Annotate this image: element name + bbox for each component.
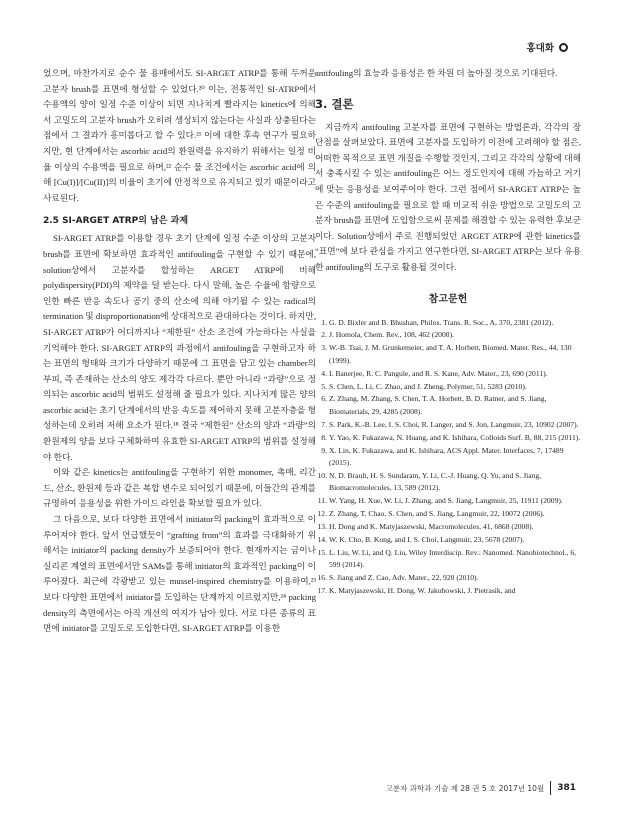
section-heading: 3. 결론 [315,96,354,111]
reference-text: W. K. Cho, B. Kong, and I. S. Choi, Langmuir, 23, 5678 (2007). [329,534,525,544]
reference-text: W.-B. Tsai, J. M. Grunkemeier, and T. A. Horbett, Biomed. Mater. Res., 44, 130 (1999). [329,343,572,365]
conclusion-paragraph: 지금까지 antifouling 고분자를 표면에 구현하는 방법론과, 각각의 장단점을 살펴보았다. 표면에 고분자를 도입하기 이전에 고려해야 할 점은, 어떠한 목적으로 표면 개질을 수행할 것인지, 그리고 각각의 상황에 대해서 충족시킬 수 있는 antifouling은 어느 정도인지에 대해 가늠하고 거기에 맞는 응용성을 보여주어야 한다. 그런 점에서 SI-ARGET ATRP는 높은 수준의 antifouling을 필요로 할 때 비교적 쉬운 방법으로 고밀도의 고분자 brush를 표면에 도입함으로써 문제를 해결할 수 있는 유력한 후보군이다. Solution상에서 주로 진행되었던 ARGET ATRP에 관한 kinetics를 “표면”에 보다 관심을 가지고 연구한다면, SI-ARGET ATRP는 보다 유용한 antifouling의 도구로 활용될 것이다. [315,121,581,272]
reference-number: 14. [317,534,327,544]
reference-number: 1. [321,317,327,327]
reference-text: L. Liu, W. Li, and Q. Liu, Wiley Interdiscip. Rev.: Nanomed. Nanobiotechnol., 6, 599 (2014). [329,547,577,570]
footer-divider [550,781,551,795]
subsection-paragraph-3: 그 다음으로, 보다 다양한 표면에서 initiator의 packing이 효과적으로 이루어져야 한다. 앞서 언급했듯이 “grafting from”의 효과를 극대화하기 위해서는 initiator의 packing density가 보증되어야 한다. 현재까지는 금이나 실리콘 계열의 표면에서만 SAMs를 통해 initiator의 효과적인 packing이 이루어졌다. 최근에 각광받고 있는 mussel-inspired chemistry를 이용하여,²³ 보다 다양한 표면에서 initiator를 도입하는 단계까지 이르렀지만,²⁴ packing density의 측면에서는 아직 개선의 여지가 남아 있다. 서로 다른 종류의 표면에 initiator를 고밀도로 도입한다면, SI-ARGET ATRP를 이용한 [43,514,316,634]
references-list [315,317,581,598]
reference-item [315,585,581,597]
reference-text: I. Banerjee, R. C. Pangule, and R. S. Kane, Adv. Mater., 23, 690 (2011). [329,368,548,378]
intro-paragraph: 었으며, 마찬가지로 순수 물 용매에서도 SI-ARGET ATRP를 통해 두꺼운 고분자 brush를 표면에 형성할 수 있었다.²⁰ 이는, 전통적인 SI-ATRP에서 수용액의 양이 일정 수준 이상이 되면 지나치게 빨라지는 kinetics에 의해서 고밀도의 고분자 brush가 오히려 생성되지 않는다는 사실과 상충된다는 점에서 그 결과가 흥미롭다고 할 수 있다.²¹ 이에 대한 후속 연구가 필요하지만, 현 단계에서는 ascorbic acid의 환원력을 유지하기 위해서는 일정 비율 이상의 수용액을 필요로 하며,²² 순수 물 조건에서는 ascorbic acid에 의해 [Cu(I)]/[Cu(II)]의 비율이 초기에 안정적으로 유지되고 있기 때문이라고 사료된다. [43,68,316,203]
subsection-heading: 2.5 SI-ARGET ATRP의 남은 과제 [43,216,189,227]
reference-number: 15. [317,547,327,557]
continued-paragraph: antifouling의 효능과 응용성은 한 차원 더 높아질 것으로 기대된다. [315,68,558,78]
reference-number: 6. [321,394,327,404]
subsection-paragraph-2: 이와 같은 kinetics는 antifouling을 구현하기 위한 monomer, 촉매, 리간드, 산소, 환원제 등과 같은 복합 변수로 되어있기 때문에, 이들간의 관계를 규명하여 응용성을 위한 가이드 라인을 확보할 필요가 있다. [43,467,316,509]
running-header [526,40,568,54]
reference-item [315,495,581,507]
left-column [43,66,316,637]
reference-text: X. Lin, K. Fukazawa, and K. Ishihara, ACS Appl. Mater. Interfaces, 7, 17489 (2015). [329,445,564,467]
header-author: 홍대화 [526,43,554,54]
reference-text: S. Jiang and Z. Cao, Adv. Mater., 22, 920 (2010). [329,573,479,583]
reference-item [315,317,581,329]
reference-text: S. Chen, L. Li, C. Zhao, and J. Zheng, Polymer, 51, 5283 (2010). [329,381,527,391]
reference-text: S. Park, K.-B. Lee, I. S. Choi, R. Langer, and S. Jon, Langmuir, 23, 10902 (2007). [329,419,579,429]
reference-number: 10. [317,470,327,480]
reference-text: G. D. Bixler and B. Bhushan, Philos. Trans. R. Soc., A, 370, 2381 (2012). [329,317,554,327]
page-number: 381 [557,783,576,793]
reference-number: 3. [321,343,327,353]
references-heading: 참고문헌 [428,293,468,305]
reference-number: 2. [321,330,327,340]
reference-number: 7. [321,419,327,429]
reference-item [315,381,581,393]
reference-number: 17. [317,586,327,596]
reference-text: Z. Zhang, M. Zhang, S. Chen, T. A. Horbett, B. D. Ratner, and S. Jiang, Biomaterials, 29, 4285 (2008). [329,394,547,416]
reference-number: 11. [317,496,327,506]
reference-number: 9. [321,445,327,455]
reference-item [315,368,581,380]
reference-number: 12. [317,509,327,519]
reference-item [315,342,581,367]
footer-journal: 고분자 과학과 기술 제 28 권 5 호 2017년 10월 [385,783,545,793]
reference-text: Z. Zhang, T. Chao, S. Chen, and S. Jiang, Langmuir, 22, 10072 (2006). [329,509,545,519]
reference-item [315,393,581,418]
reference-item [315,534,581,546]
circle-icon [559,43,568,52]
reference-item [315,470,581,495]
reference-number: 8. [321,432,327,442]
reference-number: 16. [317,573,327,583]
reference-item [315,508,581,520]
reference-text: N. D. Brault, H. S. Sundaram, Y. Li, C.-J. Huang, Q. Yu, and S. Jiang, Biomacromolecules, 13, 589 (2012). [329,470,542,493]
reference-text: W. Yang, H. Xue, W. Li, J. Zhang, and S. Jiang, Langmuir, 25, 11911 (2009). [329,496,563,506]
reference-number: 4. [321,368,327,378]
reference-number: 5. [321,381,327,391]
reference-item [315,521,581,533]
reference-text: K. Matyjaszewski, H. Dong, W. Jakubowski, J. Pietrasik, and [329,586,516,596]
reference-item [315,547,581,572]
right-column [315,66,581,598]
reference-item [315,572,581,584]
page-footer [386,781,576,795]
reference-item [315,329,581,341]
reference-number: 13. [317,522,327,532]
reference-text: H. Dong and K. Matyjaszewski, Macromolecules, 41, 6868 (2008). [329,522,534,532]
reference-item [315,445,581,470]
reference-text: Y. Yao, K. Fukazawa, N. Huang, and K. Ishihara, Colloids Surf. B, 88, 215 (2011). [329,432,581,442]
reference-item [315,432,581,444]
reference-text: J. Homola, Chem. Rev., 108, 462 (2008). [329,330,455,340]
reference-item [315,419,581,431]
subsection-paragraph-1: SI-ARGET ATRP를 이용할 경우 초기 단계에 일정 수준 이상의 고분자 brush를 표면에 확보하면 효과적인 antifouling을 구현할 수 있기 때문에, solution상에서 고분자를 합성하는 ARGET ATRP에 비해 polydispersity(PDI)의 제약을 덜 받는다. 다시 말해, 높은 수율에 함량으로 인한 빠른 반응 속도나 공기 중의 산소에 의해 야기될 수 있는 radical의 termination 및 disproportionation에 상대적으로 관대하다는 것이다. 하지만, SI-ARGET ATRP가 어디까지나 “제한된” 산소 조건에 가능하다는 사실을 기억해야 한다. SI-ARGET ATRP의 과정에서 antifouling을 구현하고자 하는 표면의 형태와 크기가 다양하기 때문에 그 표면을 담고 있는 chamber의 부피, 즉 존재하는 산소의 양도 제각각 다르다. 뿐만 아니라 “과량”으로 정의되는 ascorbic acid의 범위도 설정해 줄 필요가 있다. 지나치게 많은 양의 ascorbic acid는 초기 단계에서의 반응 속도를 제어하지 못해 고분자층을 형성하는데 오히려 저해 요소가 된다.¹⁸ 결국 “제한된” 산소의 양과 “과량”의 환원제의 양을 보다 구체화하여 유효한 SI-ARGET ATRP의 범위를 설정해야 한다. [43,233,316,462]
